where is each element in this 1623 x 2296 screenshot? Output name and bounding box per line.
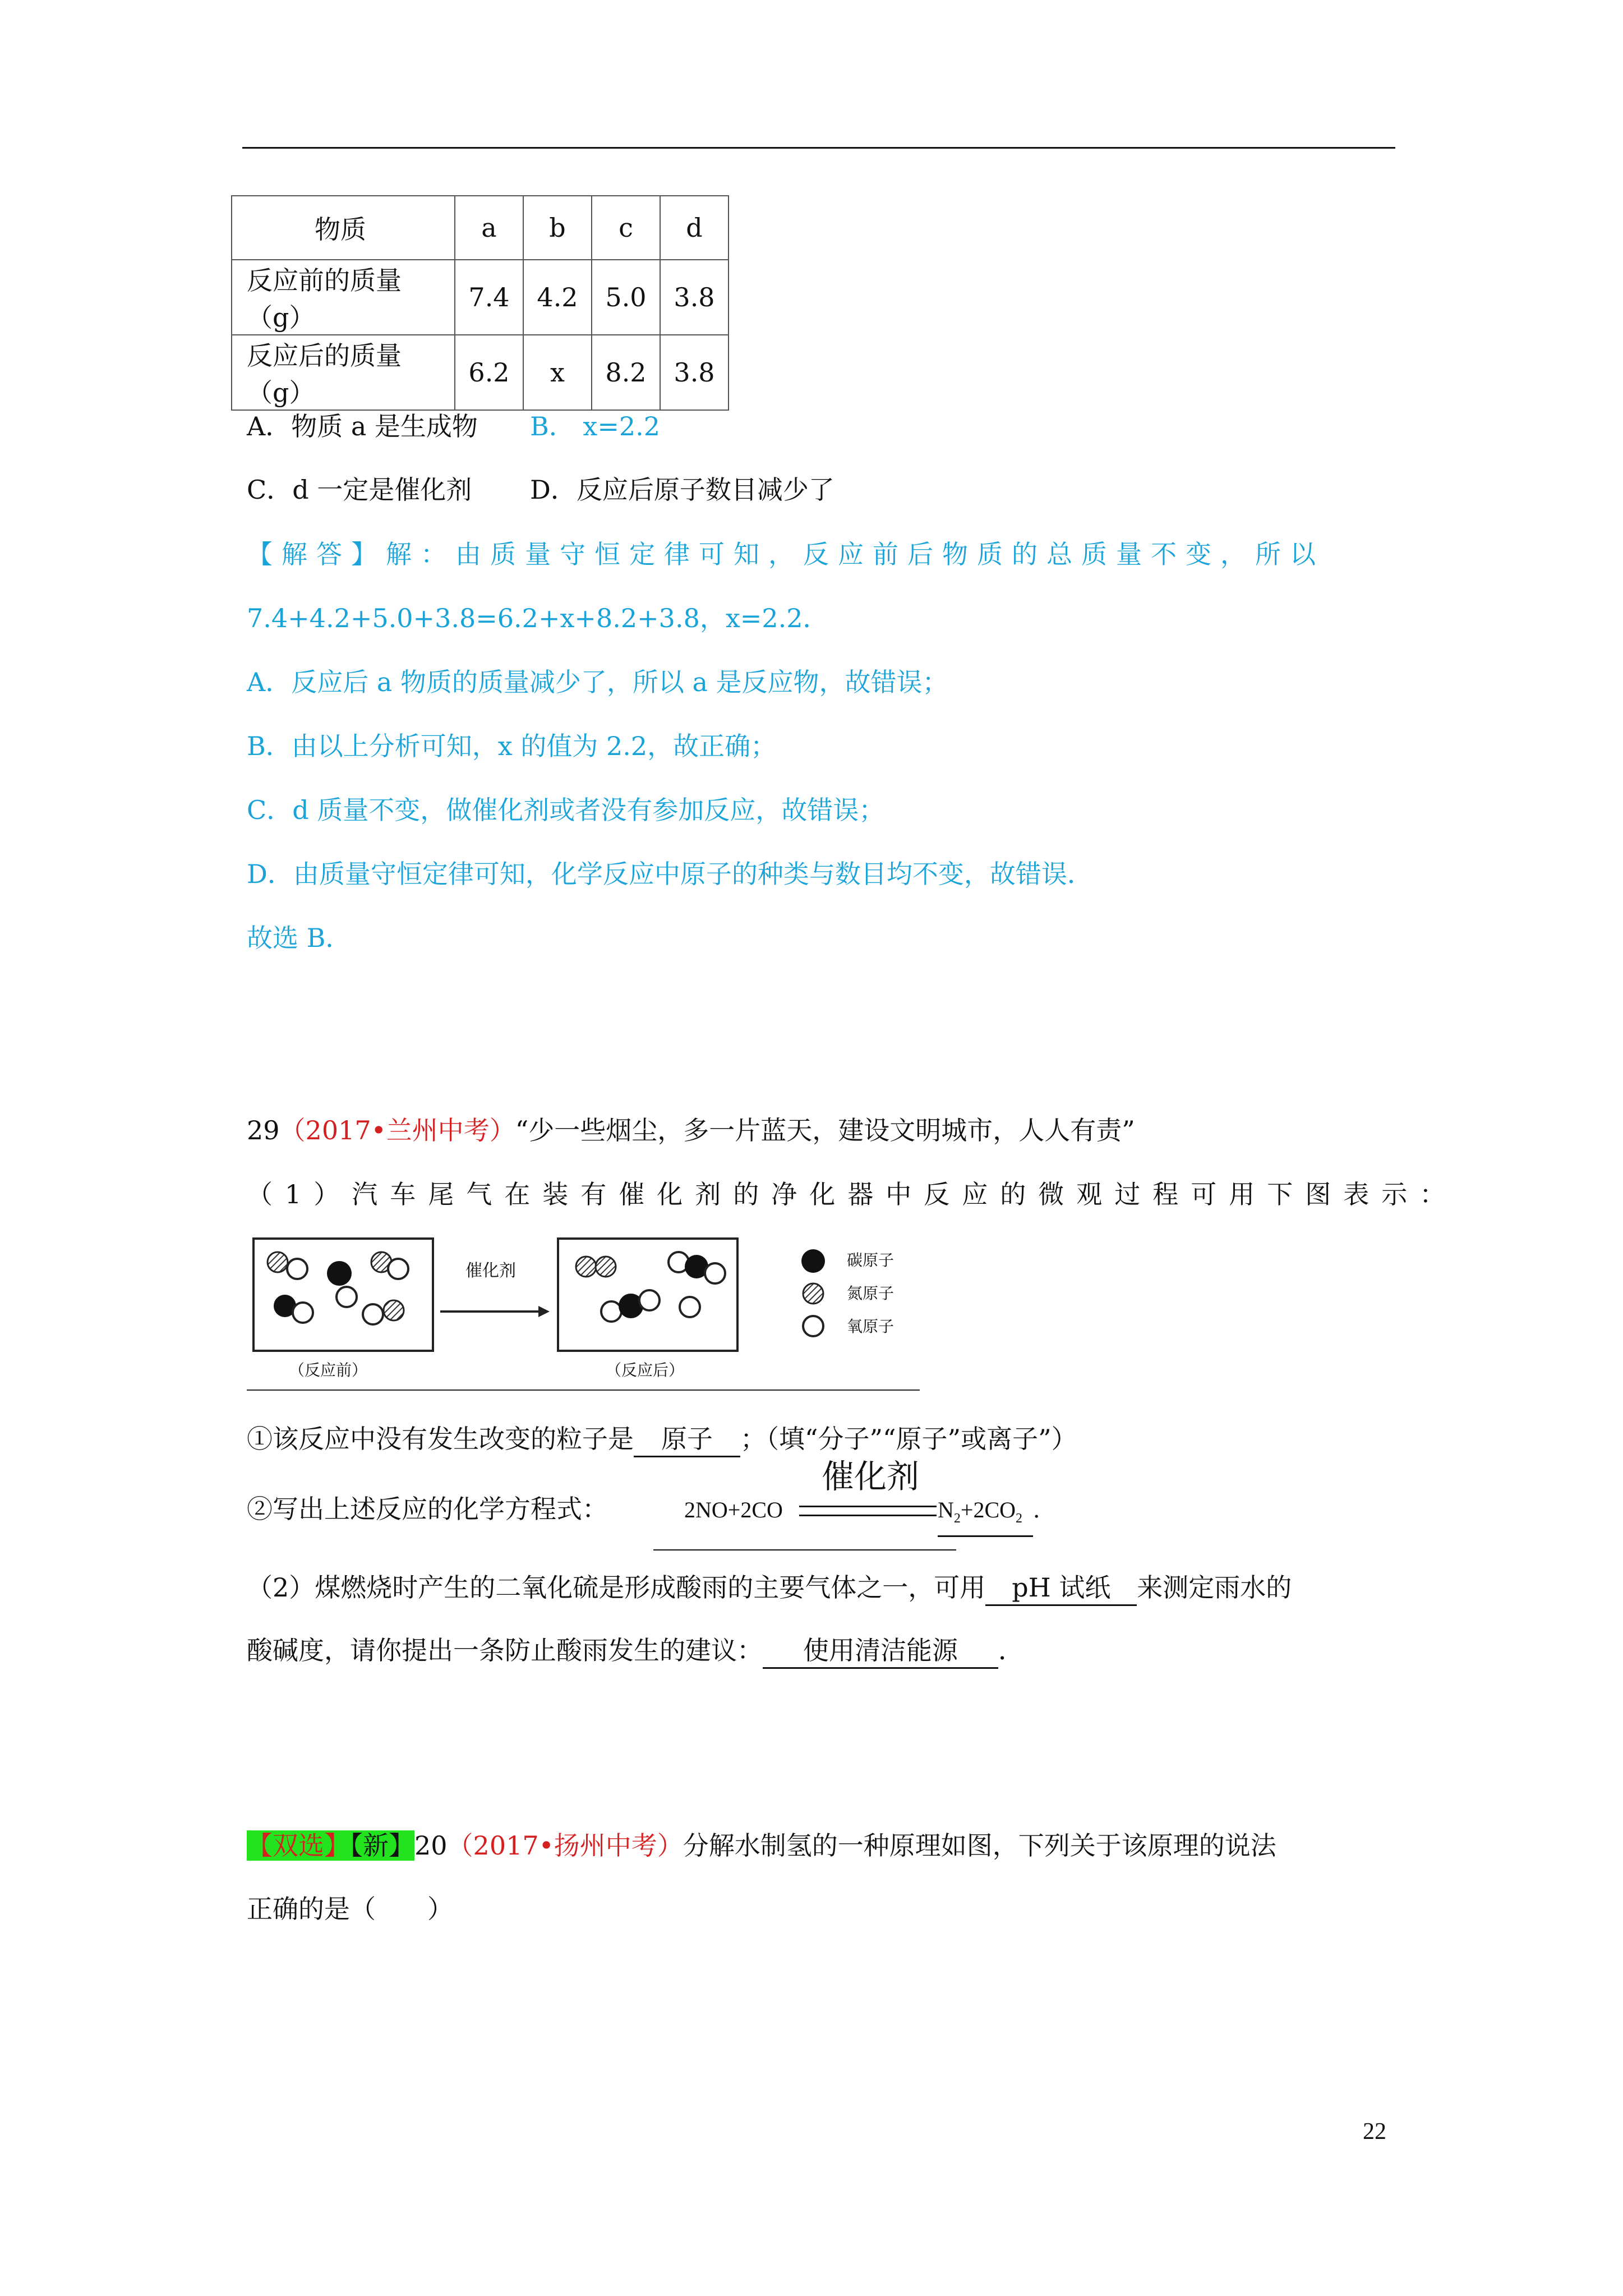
q20-text: 分解水制氢的一种原理如图，下列关于该原理的说法 <box>683 1830 1276 1861</box>
equation-rhs <box>938 1493 1055 1537</box>
page-number: 22 <box>1363 2119 1386 2145</box>
table-cell: 反应后的质量（g） <box>232 335 455 410</box>
table-header-cell: a <box>455 196 523 260</box>
equation-catalyst: 催化剂 <box>822 1458 920 1495</box>
q29-source: （2017•兰州中考） <box>279 1115 515 1145</box>
explanation-c: C．d 质量不变，做催化剂或者没有参加反应，故错误； <box>247 795 885 825</box>
q29-part2-prefix: （2）煤燃烧时产生的二氧化硫是形成酸雨的主要气体之一，可用 <box>247 1572 986 1603</box>
table-header-cell: 物质 <box>232 196 455 260</box>
mass-table <box>231 195 729 411</box>
option-d: D．反应后原子数目减少了 <box>530 475 834 505</box>
table-header-cell: c <box>592 196 660 260</box>
tag-double-choice: 【双选】 <box>247 1830 350 1861</box>
q29-number: 29 <box>247 1115 280 1145</box>
equation-end: ． <box>1033 1497 1055 1522</box>
q20-line2: 正确的是（ ） <box>247 1894 453 1924</box>
q29-sub1 <box>247 1422 1077 1457</box>
conclusion: 故选 B． <box>247 923 352 953</box>
answer-equation: 7.4+4.2+5.0+3.8=6.2+x+8.2+3.8，x=2.2． <box>247 603 829 633</box>
answer-label: 【解答】 <box>247 539 386 569</box>
table-cell: 3.8 <box>660 260 728 335</box>
legend-nitrogen: 氮原子 <box>847 1284 895 1303</box>
equation-lhs: 2NO+2CO <box>684 1497 783 1522</box>
table-header-cell: b <box>523 196 592 260</box>
q29-part2-line2-text: 酸碱度，请你提出一条防止酸雨发生的建议： <box>247 1635 763 1665</box>
legend-carbon: 碳原子 <box>847 1251 895 1269</box>
q20-line1 <box>247 1829 1276 1862</box>
tag-new: 【新】 <box>350 1830 414 1861</box>
q20-number: 20 <box>414 1830 448 1861</box>
table-cell: 3.8 <box>660 335 728 410</box>
q29-part2-answer1: pH 试纸 <box>985 1571 1137 1606</box>
equals-line-top <box>799 1506 937 1507</box>
q20-source: （2017•扬州中考） <box>447 1830 683 1861</box>
q29-part2-line1 <box>247 1571 1292 1606</box>
explanation-b: B．由以上分析可知，x 的值为 2.2，故正确； <box>247 731 777 761</box>
q29-title-line <box>247 1114 1135 1147</box>
table-cell: 7.4 <box>455 260 523 335</box>
table-header-row <box>232 196 728 260</box>
arrow-label: 催化剂 <box>465 1261 516 1281</box>
answer-underline <box>653 1549 956 1550</box>
table-header-cell: d <box>660 196 728 260</box>
before-caption: （反应前） <box>289 1361 368 1379</box>
answer-intro: 解：由质量守恒定律可知，反应前后物质的总质量不变，所以 <box>386 539 1325 569</box>
equation-rhs-text: $N_2+2CO_2$ <box>938 1493 1033 1537</box>
q29-sub1-prefix: ①该反应中没有发生改变的粒子是 <box>247 1424 634 1454</box>
option-a: A．物质 a 是生成物 <box>247 411 478 441</box>
q29-sub1-suffix: ；（填“分子”“原子”或离子”） <box>740 1424 1077 1454</box>
q29-title: “少一些烟尘，多一片蓝天，建设文明城市，人人有责” <box>515 1115 1135 1145</box>
table-cell: 反应前的质量（g） <box>232 260 455 335</box>
answer-intro-line <box>247 537 1325 571</box>
legend-oxygen: 氧原子 <box>847 1317 895 1336</box>
after-caption: （反应后） <box>606 1361 685 1379</box>
table-cell: 5.0 <box>592 260 660 335</box>
explanation-d: D．由质量守恒定律可知，化学反应中原子的种类与数目均不变，故错误． <box>247 859 1093 889</box>
table-cell: 8.2 <box>592 335 660 410</box>
table-cell: x <box>523 335 592 410</box>
q29-sub1-answer: 原子 <box>634 1422 740 1457</box>
q29-sub2-prefix: ②写出上述反应的化学方程式： <box>247 1494 608 1524</box>
table-cell: 6.2 <box>455 335 523 410</box>
q29-part2-answer2: 使用清洁能源 <box>763 1634 998 1669</box>
q29-part2-line2 <box>247 1634 1024 1669</box>
option-b: B． x=2.2 <box>530 411 661 441</box>
q29-part2-end: ． <box>998 1635 1024 1665</box>
explanation-a: A．反应后 a 物质的质量减少了，所以 a 是反应物，故错误； <box>247 667 948 697</box>
table-cell: 4.2 <box>523 260 592 335</box>
table-row <box>232 260 728 335</box>
header-rule <box>242 147 1395 149</box>
q29-part2-mid: 来测定雨水的 <box>1137 1572 1292 1603</box>
equals-line-bottom <box>799 1515 937 1516</box>
q29-part1: （1）汽车尾气在装有催化剂的净化器中反应的微观过程可用下图表示： <box>247 1179 1458 1209</box>
table-row <box>232 335 728 410</box>
option-c: C．d 一定是催化剂 <box>247 475 472 505</box>
